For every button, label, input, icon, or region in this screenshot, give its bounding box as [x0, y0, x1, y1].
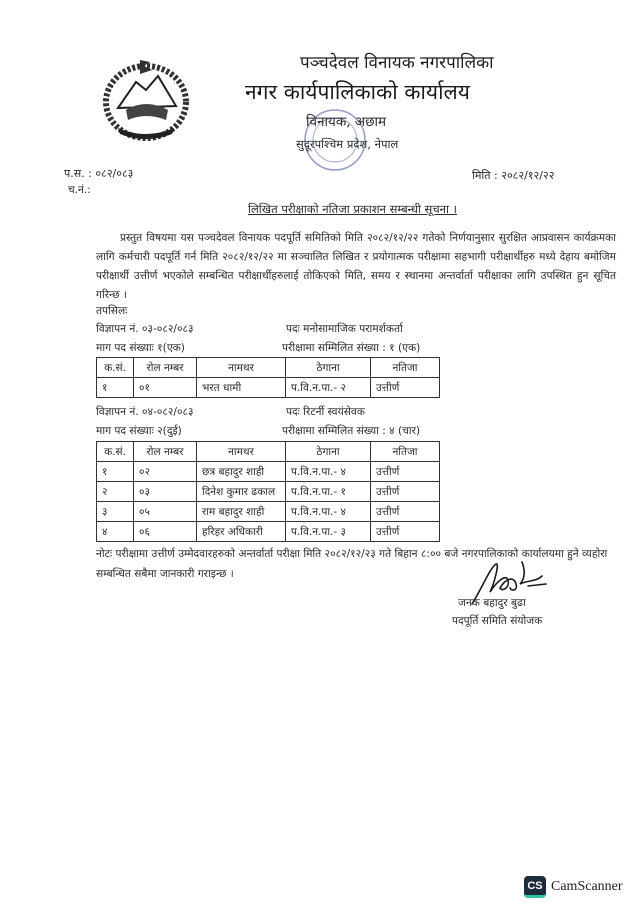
advert-post: पदः मनोसामाजिक परामर्शकर्ता: [286, 323, 403, 335]
column-header: ठेगाना: [286, 358, 371, 378]
table-row: [97, 378, 440, 398]
cell-name: भरत धामी: [197, 378, 286, 398]
interview-note: नोटः परीक्षामा उत्तीर्ण उम्मेदवारहरुको अन्तर्वार्ता परीक्षा मिति २०८२/१२/२३ गते बिहान ८:०० बजे नगरपालिकाको कार्यालयमा हुने व्यहोरा सम्बन्धित सबैमा जानकारी गराइन्छ ।: [96, 548, 608, 580]
office-province: सुदूरपश्चिम प्रदेश, नेपाल: [296, 137, 399, 151]
table-header-row: [97, 442, 440, 462]
cell-name: दिनेश कुमार ढकाल: [197, 482, 286, 502]
table-header-row: [97, 358, 440, 378]
nepal-emblem-icon: [96, 48, 196, 148]
notice-subject: लिखित परीक्षाको नतिजा प्रकाशन सम्बन्धी सूचना ।: [248, 202, 457, 216]
table-row: [97, 522, 440, 542]
cell-address: प.वि.न.पा.- २: [286, 378, 371, 398]
advert-number: विज्ञापन नं. ०३-०८२/०८३: [96, 323, 194, 335]
cell-roll: ०६: [134, 522, 197, 542]
column-header: ठेगाना: [286, 442, 371, 462]
results-table: [96, 357, 440, 398]
cell-serial: १: [97, 378, 134, 398]
column-header: नतिजा: [371, 442, 440, 462]
cell-result: उत्तीर्ण: [371, 522, 440, 542]
cell-address: प.वि.न.पा.- ४: [286, 502, 371, 522]
cell-roll: ०१: [134, 378, 197, 398]
camscanner-watermark: [524, 876, 623, 898]
cell-result: उत्तीर्ण: [371, 502, 440, 522]
column-header: क.सं.: [97, 442, 134, 462]
column-header: नामथर: [197, 358, 286, 378]
column-header: क.सं.: [97, 358, 134, 378]
cell-address: प.वि.न.पा.- ३: [286, 522, 371, 542]
advert-participants: परीक्षामा सम्मिलित संख्या : १ (एक): [282, 342, 421, 354]
cell-name: हरिहर अधिकारी: [197, 522, 286, 542]
cell-result: उत्तीर्ण: [371, 482, 440, 502]
column-header: रोल नम्बर: [134, 442, 197, 462]
municipality-name: पञ्चदेवल विनायक नगरपालिका: [300, 53, 494, 73]
cell-roll: ०२: [134, 462, 197, 482]
column-header: नतिजा: [371, 358, 440, 378]
camscanner-logo-icon: CS: [524, 876, 546, 898]
signatory-role: पदपूर्ति समिति संयोजक: [452, 615, 543, 627]
advert-number: विज्ञापन नं. ०४-०८२/०८३: [96, 406, 194, 418]
cell-address: प.वि.न.पा.- ४: [286, 462, 371, 482]
cell-serial: ३: [97, 502, 134, 522]
column-header: नामथर: [197, 442, 286, 462]
letter-reference-number: प.स. : ०८२/०८३: [64, 167, 134, 180]
column-header: रोल नम्बर: [134, 358, 197, 378]
advert-demand: माग पद संख्याः १(एक): [96, 342, 185, 354]
cell-serial: ४: [97, 522, 134, 542]
table-row: [97, 462, 440, 482]
cell-address: प.वि.न.पा.- १: [286, 482, 371, 502]
cell-result: उत्तीर्ण: [371, 462, 440, 482]
cell-roll: ०५: [134, 502, 197, 522]
signatory-name: जनक बहादुर बुढा: [458, 597, 526, 609]
cell-result: उत्तीर्ण: [371, 378, 440, 398]
notice-body: प्रस्तुत विषयमा यस पञ्चदेवल विनायक पदपूर्ति समितिको मिति २०८२/१२/२२ गतेको निर्णयानुसार सुरक्षित आप्रवासन कार्यक्रमका लागि कर्मचारी पदपूर्ति गर्न मिति २०८२/१२/२२ मा सञ्चालित लिखित र प्रयोगात्मक परीक्षामा सहभागी परीक्षार्थीहरु मध्ये देहाय बमोजिम परीक्षार्थी उत्तीर्ण भएकोले सम्बन्धित परीक्षार्थीहरुलाई तोकिएको मिति, समय र स्थानमा अन्तर्वार्ता परीक्षाका लागि उपस्थित हुन सूचित गरिन्छ ।: [96, 232, 616, 301]
cell-roll: ०३: [134, 482, 197, 502]
advert-post: पदः रिटर्नी स्वयंसेवक: [286, 406, 365, 418]
letter-date: मिति : २०८२/१२/२२: [472, 169, 555, 182]
cell-serial: २: [97, 482, 134, 502]
cell-name: छत्र बहादुर शाही: [197, 462, 286, 482]
cell-serial: १: [97, 462, 134, 482]
details-label: तपसिलः: [96, 305, 128, 317]
office-name: नगर कार्यपालिकाको कार्यालय: [245, 80, 470, 104]
camscanner-label: CamScanner: [551, 879, 623, 894]
dispatch-number: च.नं.:: [68, 184, 91, 196]
advert-demand: माग पद संख्याः २(दुई): [96, 425, 182, 437]
table-row: [97, 502, 440, 522]
table-row: [97, 482, 440, 502]
office-location: विनायक, अछाम: [306, 114, 387, 130]
results-table: [96, 441, 440, 542]
cell-name: राम बहादुर शाही: [197, 502, 286, 522]
advert-participants: परीक्षामा सम्मिलित संख्या : ४ (चार): [282, 425, 421, 437]
